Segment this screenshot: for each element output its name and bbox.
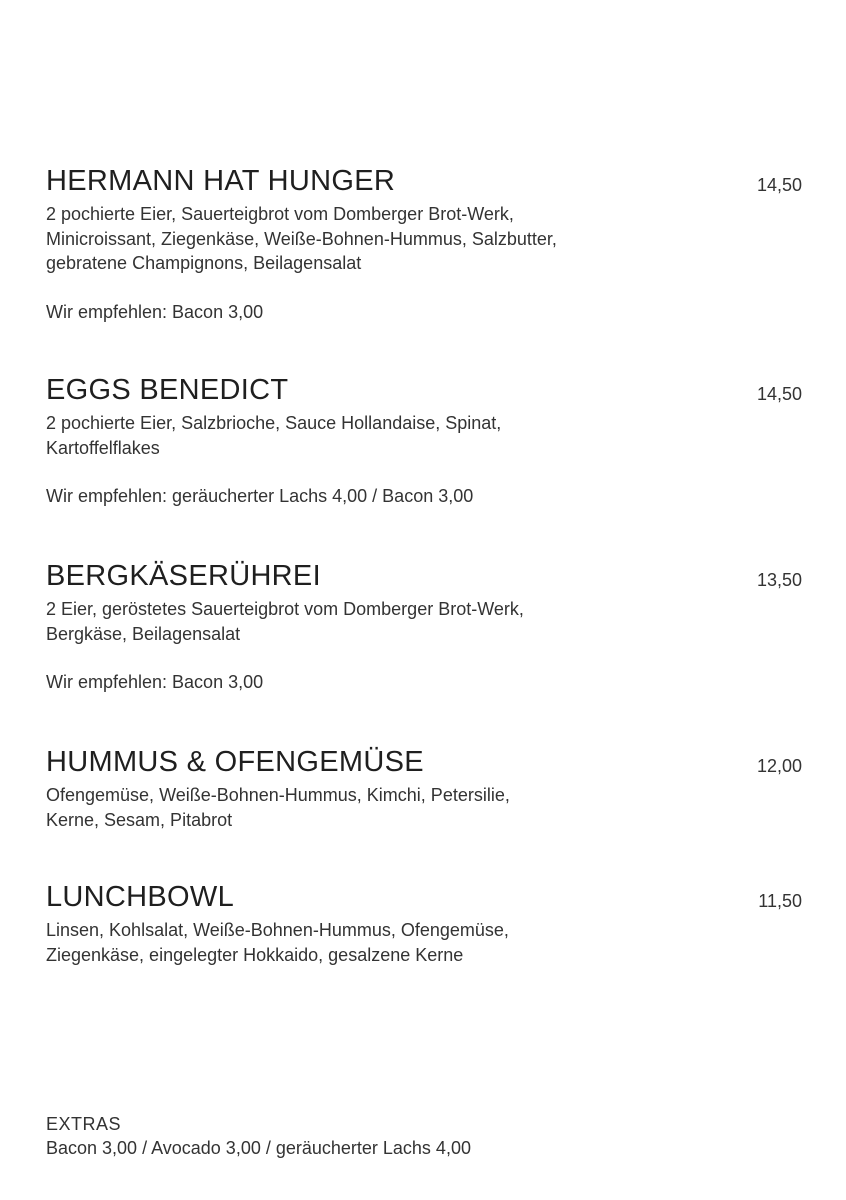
item-description: [46, 202, 802, 276]
item-title: HUMMUS & OFENGEMÜSE: [46, 746, 424, 778]
item-description: [46, 411, 802, 460]
item-description: [46, 783, 802, 832]
menu-item-hummus-ofengemuese: [46, 745, 802, 832]
extras-list: Bacon 3,00 / Avocado 3,00 / geräucherter Lachs 4,00: [46, 1138, 471, 1158]
item-title: EGGS BENEDICT: [46, 374, 289, 406]
description-line: Kerne, Sesam, Pitabrot: [46, 809, 233, 830]
item-price: 13,50: [756, 570, 802, 590]
item-price: 14,50: [756, 175, 802, 195]
item-description: [46, 918, 802, 967]
description-line: Kartoffelflakes: [46, 437, 160, 458]
description-line: 2 pochierte Eier, Salzbrioche, Sauce Hollandaise, Spinat,: [46, 413, 502, 433]
description-line: Minicroissant, Ziegenkäse, Weiße-Bohnen-Hummus, Salzbutter,: [46, 228, 557, 249]
description-line: 2 pochierte Eier, Sauerteigbrot vom Domberger Brot-Werk,: [46, 204, 514, 224]
item-title: LUNCHBOWL: [46, 881, 234, 913]
extras-section: [46, 1112, 471, 1160]
menu-item-hermann-hat-hunger: [46, 164, 802, 324]
description-line: Ziegenkäse, eingelegter Hokkaido, gesalzene Kerne: [46, 944, 464, 965]
item-price: 11,50: [758, 891, 802, 911]
menu-item-lunchbowl: [46, 880, 802, 967]
item-price: 14,50: [756, 384, 802, 404]
description-line: Linsen, Kohlsalat, Weiße-Bohnen-Hummus, Ofengemüse,: [46, 920, 509, 940]
description-line: gebratene Champignons, Beilagensalat: [46, 253, 362, 273]
extras-title: EXTRAS: [46, 1114, 122, 1134]
item-recommendation: Wir empfehlen: Bacon 3,00: [46, 301, 264, 322]
item-title: HERMANN HAT HUNGER: [46, 165, 396, 197]
item-price: 12,00: [756, 756, 802, 776]
item-title: BERGKÄSERÜHREI: [46, 560, 321, 592]
item-description: [46, 597, 802, 646]
description-line: Ofengemüse, Weiße-Bohnen-Hummus, Kimchi, Petersilie,: [46, 785, 510, 805]
description-line: Bergkäse, Beilagensalat: [46, 623, 241, 644]
description-line: 2 Eier, geröstetes Sauerteigbrot vom Domberger Brot-Werk,: [46, 599, 524, 619]
item-recommendation: Wir empfehlen: Bacon 3,00: [46, 672, 264, 692]
item-recommendation: Wir empfehlen: geräucherter Lachs 4,00 / Bacon 3,00: [46, 486, 474, 506]
menu-item-eggs-benedict: [46, 373, 802, 508]
menu-item-bergkaeseruehrei: [46, 559, 802, 694]
